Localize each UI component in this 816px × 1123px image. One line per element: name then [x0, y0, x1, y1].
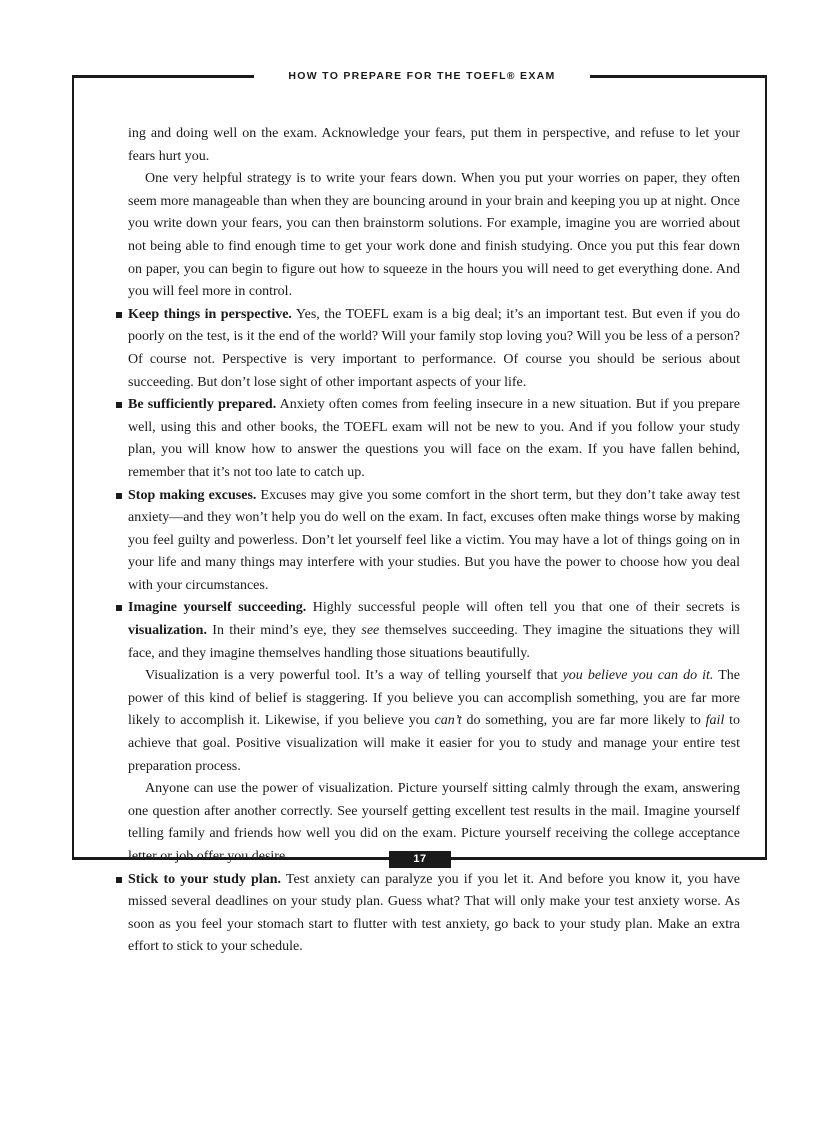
- italic-term: you believe you can do it.: [562, 668, 714, 684]
- bullet-item: [128, 394, 740, 484]
- bullet-heading: Stick to your study plan.: [128, 871, 281, 887]
- running-header: HOW TO PREPARE FOR THE TOEFL® EXAM: [288, 70, 556, 82]
- bullet-square-icon: [116, 493, 122, 499]
- text-run: The power of this kind of belief is staggering. If you believe you can accomplish something, you are far more likely to accomplish it. Likewise, if you believe you: [128, 668, 740, 729]
- bullet-square-icon: [116, 605, 122, 611]
- bullet-text: themselves succeeding. They imagine the situations they will face, and they imagine themselves handling those situations beautifully.: [128, 623, 741, 661]
- bullet-item: [128, 304, 740, 394]
- bullet-text: Yes, the TOEFL exam is a big deal; it’s an important test. But even if you do poorly on the test, is it the end of the world? Will your family stop loving you? Will you be less of a person? Of course not. Perspective is very important to performance. Of course you should be serious about succeeding. But don’t lose sight of other important aspects of your life.: [128, 306, 740, 390]
- bold-term: visualization.: [128, 623, 207, 639]
- italic-term: see: [361, 623, 380, 639]
- body-text: [128, 123, 740, 959]
- text-run: Visualization is a very powerful tool. It’s a way of telling yourself that: [145, 668, 563, 684]
- paragraph: One very helpful strategy is to write your fears down. When you put your worries on paper, they often seem more manageable than when they are bouncing around in your brain and keeping you up at night. Once you write down your fears, you can then brainstorm solutions. For example, imagine you are worried about not being able to find enough time to get your work done and finish studying. Once you put this fear down on paper, you can begin to figure out how to squeeze in the hours you will need to get everything done. And you will feel more in control.: [128, 171, 740, 300]
- bullet-heading: Keep things in perspective.: [128, 306, 292, 322]
- bullet-item: [128, 869, 740, 959]
- bullet-heading: Be sufficiently prepared.: [128, 397, 277, 413]
- footer-rule-right: [451, 857, 767, 860]
- bullet-text: Anxiety often comes from feeling insecure in a new situation. But if you prepare well, using this and other books, the TOEFL exam will not be new to you. And if you follow your study plan, you will know how to answer the questions you will face on the exam. If you have fallen behind, remember that it’s not too late to catch up.: [128, 397, 740, 480]
- italic-term: fail: [705, 713, 725, 729]
- header-rule-left: [72, 75, 254, 78]
- page-number-badge: 17: [389, 851, 451, 868]
- paragraph: ing and doing well on the exam. Acknowledge your fears, put them in perspective, and refuse to let your fears hurt you.: [128, 126, 740, 164]
- text-run: to achieve that goal. Positive visualization will make it easier for you to study and manage your entire test preparation process.: [128, 713, 741, 774]
- bullet-square-icon: [116, 312, 122, 318]
- paragraph: [128, 665, 740, 778]
- bullet-text: Excuses may give you some comfort in the short term, but they don’t take away test anxiety—and they won’t help you do well on the exam. In fact, excuses often make things worse by making you feel guilty and powerless. Don’t let yourself feel like a victim. You may have a lot of things going on in your life and many things may interfere with your studies. But you have the power to choose how you deal with your circumstances.: [128, 487, 740, 593]
- bullet-heading: Stop making excuses.: [128, 487, 257, 503]
- bullet-text: Test anxiety can paralyze you if you let it. And before you know it, you have missed several deadlines on your study plan. Guess what? That will only make your test anxiety worse. As soon as you feel your stomach start to flutter with test anxiety, go back to your study plan. Make an extra effort to stick to your schedule.: [128, 871, 740, 955]
- bullet-square-icon: [116, 877, 122, 883]
- text-run: do something, you are far more likely to: [461, 713, 706, 729]
- bullet-text: Highly successful people will often tell you that one of their secrets is: [306, 600, 741, 616]
- italic-term: can’t: [434, 713, 462, 729]
- footer-rule-left: [72, 857, 389, 860]
- bullet-item: [128, 485, 740, 598]
- bullet-text: In their mind’s eye, they: [206, 623, 362, 639]
- header-rule-right: [590, 75, 767, 78]
- bullet-square-icon: [116, 402, 122, 408]
- bullet-item: [128, 597, 740, 665]
- paragraph: Anyone can use the power of visualization. Picture yourself sitting calmly through the exam, answering one question after another correctly. See yourself getting excellent test results in the mail. Imagine yourself telling family and friends how well you did on the exam. Picture yourself receiving the college acceptance: [128, 781, 740, 842]
- bullet-heading: Imagine yourself succeeding.: [128, 600, 307, 616]
